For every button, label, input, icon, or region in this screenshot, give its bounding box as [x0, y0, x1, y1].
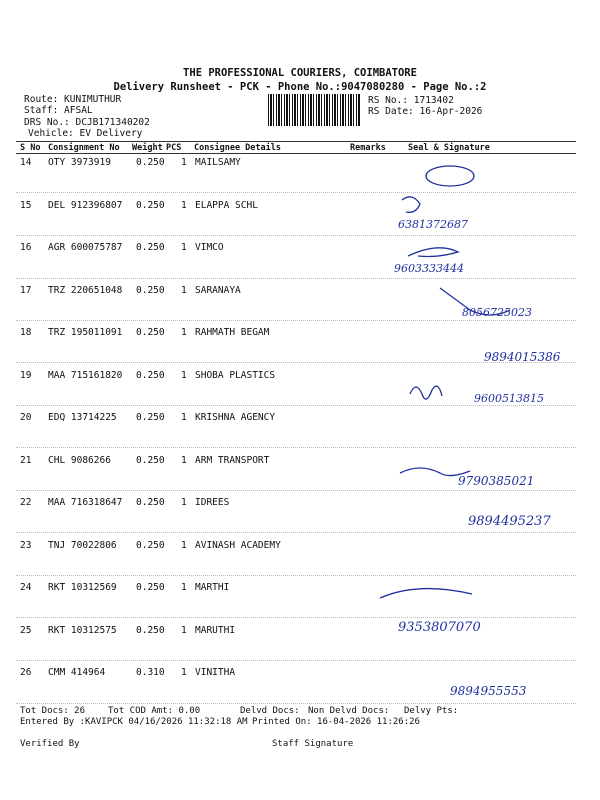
staff-label: Staff: AFSAL [24, 105, 93, 116]
rs-date: RS Date: 16-Apr-2026 [368, 106, 483, 117]
runsheet-subtitle: Delivery Runsheet - PCK - Phone No.:9047080280 - Page No.:2 [113, 81, 487, 93]
row-pcs: 1 [181, 370, 187, 381]
row-divider [16, 703, 576, 704]
verified-by: Verified By [20, 739, 80, 749]
row-sno: 21 [20, 455, 32, 466]
row-consignment: OTY 3973919 [48, 157, 111, 168]
row-consignment: CMM 414964 [48, 667, 106, 678]
signature-24-stroke [380, 589, 472, 602]
signature-25-phone: 9353807070 [398, 620, 481, 635]
row-sno: 14 [20, 157, 32, 168]
signature-20-stroke [410, 386, 442, 399]
header-rule-bottom [16, 153, 576, 154]
row-consignee: IDREES [195, 497, 230, 508]
row-weight: 0.250 [136, 582, 165, 593]
delivered-docs: Delvd Docs: [240, 706, 300, 716]
row-sno: 24 [20, 582, 32, 593]
row-weight: 0.250 [136, 412, 165, 423]
row-sno: 26 [20, 667, 32, 678]
signature-16-stroke [408, 248, 458, 257]
row-sno: 18 [20, 327, 32, 338]
row-sno: 16 [20, 242, 32, 253]
row-weight: 0.250 [136, 625, 165, 636]
row-consignee: MARUTHI [195, 625, 236, 636]
row-consignment: CHL 9086266 [48, 455, 111, 466]
barcode [268, 94, 360, 126]
row-pcs: 1 [181, 412, 187, 423]
row-weight: 0.250 [136, 157, 165, 168]
row-weight: 0.250 [136, 327, 165, 338]
staff-signature: Staff Signature [272, 739, 354, 749]
row-weight: 0.250 [136, 370, 165, 381]
signature-22-phone: 9894495237 [468, 514, 551, 529]
row-consignee: RAHMATH BEGAM [195, 327, 270, 338]
route-label: Route: KUNIMUTHUR [24, 94, 122, 105]
row-consignment: RKT 10312569 [48, 582, 117, 593]
row-sno: 15 [20, 200, 32, 211]
company-title: THE PROFESSIONAL COURIERS, COIMBATORE [183, 67, 417, 79]
row-sno: 23 [20, 540, 32, 551]
col-sno: S No [20, 143, 41, 153]
row-weight: 0.310 [136, 667, 165, 678]
vehicle-label: Vehicle: EV Delivery [28, 128, 143, 139]
row-sno: 20 [20, 412, 32, 423]
col-remarks: Remarks [350, 143, 386, 153]
signature-14-stroke [426, 166, 474, 186]
row-pcs: 1 [181, 625, 187, 636]
row-pcs: 1 [181, 157, 187, 168]
row-consignment: DEL 912396807 [48, 200, 123, 211]
signature-21-phone: 9790385021 [458, 474, 535, 488]
col-weight: Weight [132, 143, 163, 153]
row-consignee: SHOBA PLASTICS [195, 370, 276, 381]
row-pcs: 1 [181, 540, 187, 551]
signature-19-phone: 9894015386 [484, 350, 561, 364]
row-consignment: TNJ 70022806 [48, 540, 117, 551]
row-weight: 0.250 [136, 285, 165, 296]
row-pcs: 1 [181, 200, 187, 211]
row-consignment: RKT 10312575 [48, 625, 117, 636]
row-consignment: MAA 716318647 [48, 497, 123, 508]
row-pcs: 1 [181, 497, 187, 508]
row-consignee: MAILSAMY [195, 157, 241, 168]
delivery-points: Delvy Pts: [404, 706, 459, 716]
signature-26-phone: 9894955553 [450, 684, 527, 698]
row-consignee: VINITHA [195, 667, 236, 678]
signature-20-phone: 9600513815 [474, 392, 544, 405]
non-delivered-docs: Non Delvd Docs: [308, 706, 390, 716]
col-consignee: Consignee Details [194, 143, 281, 153]
entered-by: Entered By :KAVIPCK 04/16/2026 11:32:18 AM [20, 717, 248, 727]
row-weight: 0.250 [136, 497, 165, 508]
row-consignee: VIMCO [195, 242, 224, 253]
row-pcs: 1 [181, 285, 187, 296]
row-consignment: AGR 600075787 [48, 242, 123, 253]
row-sno: 17 [20, 285, 32, 296]
row-weight: 0.250 [136, 455, 165, 466]
signature-16-phone: 9603333444 [394, 262, 464, 275]
row-consignee: KRISHNA AGENCY [195, 412, 276, 423]
row-consignee: SARANAYA [195, 285, 241, 296]
row-pcs: 1 [181, 582, 187, 593]
row-weight: 0.250 [136, 540, 165, 551]
rs-no: RS No.: 1713402 [368, 95, 454, 106]
total-cod: Tot COD Amt: 0.00 [108, 706, 201, 716]
row-weight: 0.250 [136, 242, 165, 253]
row-sno: 25 [20, 625, 32, 636]
row-pcs: 1 [181, 667, 187, 678]
row-pcs: 1 [181, 242, 187, 253]
col-consignment: Consignment No [48, 143, 120, 153]
row-pcs: 1 [181, 455, 187, 466]
row-consignment: TRZ 220651048 [48, 285, 123, 296]
signature-15-phone: 6381372687 [398, 218, 468, 231]
row-pcs: 1 [181, 327, 187, 338]
col-seal: Seal & Signature [408, 143, 490, 153]
signature-15-stroke [402, 197, 420, 213]
row-consignee: MARTHI [195, 582, 230, 593]
row-consignment: MAA 715161820 [48, 370, 123, 381]
header-rule-top [16, 141, 576, 142]
row-sno: 22 [20, 497, 32, 508]
row-consignee: AVINASH ACADEMY [195, 540, 281, 551]
row-weight: 0.250 [136, 200, 165, 211]
row-consignment: EDQ 13714225 [48, 412, 117, 423]
signature-18-phone: 8056725023 [462, 306, 532, 319]
printed-on: Printed On: 16-04-2026 11:26:26 [252, 717, 420, 727]
row-consignee: ARM TRANSPORT [195, 455, 270, 466]
col-pcs: PCS [166, 143, 182, 153]
row-sno: 19 [20, 370, 32, 381]
total-docs: Tot Docs: 26 [20, 706, 86, 716]
signature-strokes [380, 158, 580, 698]
row-consignment: TRZ 195011091 [48, 327, 123, 338]
row-consignee: ELAPPA SCHL [195, 200, 258, 211]
drs-label: DRS No.: DCJB171340202 [24, 117, 150, 128]
